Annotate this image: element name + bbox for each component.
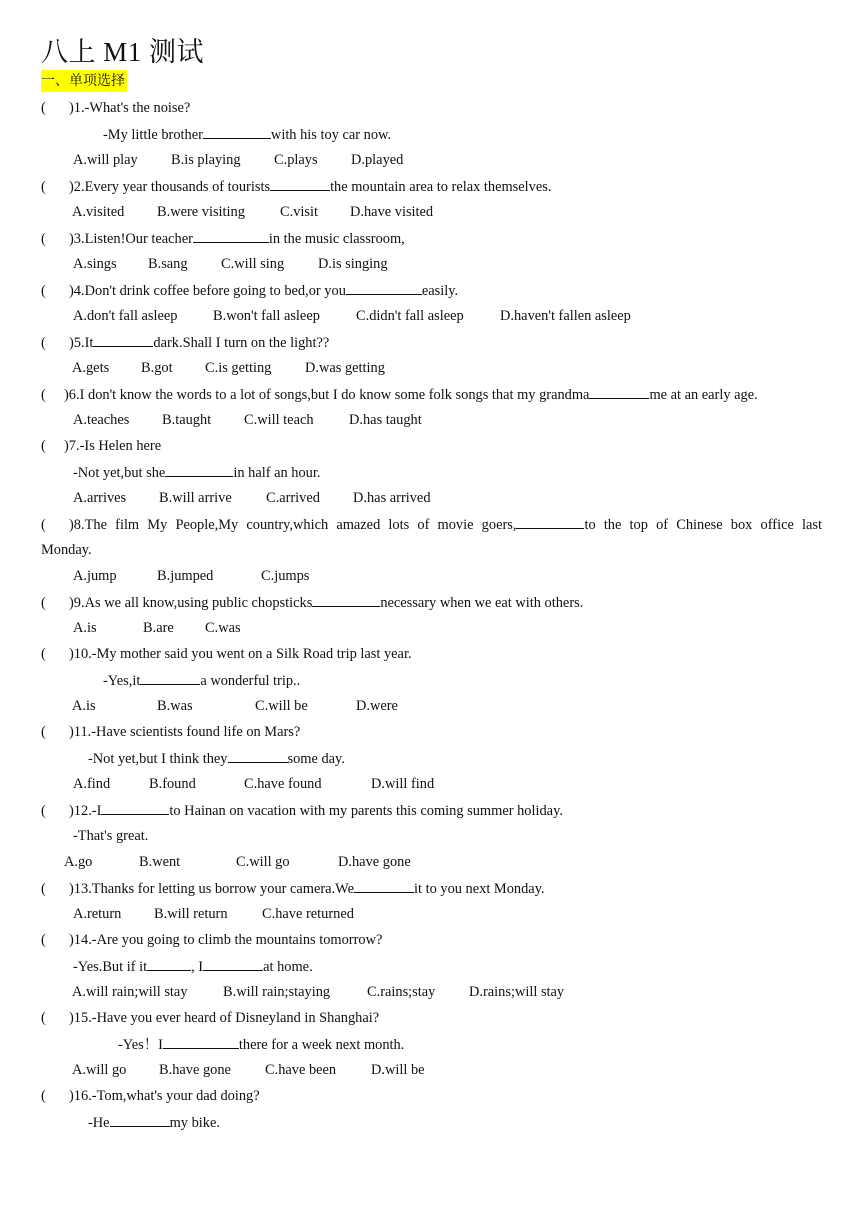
option: B.went bbox=[139, 854, 181, 870]
option: A.gets bbox=[72, 360, 110, 376]
question-1: ( )1.-What's the noise? bbox=[41, 100, 191, 116]
option: D.were bbox=[356, 698, 398, 714]
answer-paren[interactable]: ( bbox=[41, 724, 46, 740]
question-8: ( )8.The film My People,My country,which amazed lots of movie goers, to the top of Chinese box office last bbox=[41, 514, 822, 535]
option: B.found bbox=[149, 776, 196, 792]
option: A.is bbox=[72, 698, 96, 714]
option: D.have visited bbox=[350, 204, 434, 220]
answer-blank[interactable] bbox=[147, 956, 191, 971]
question-14-line2: -Yes.But if it , I at home. bbox=[73, 956, 313, 977]
answer-paren[interactable]: ( bbox=[41, 283, 46, 299]
option: A.teaches bbox=[73, 412, 130, 428]
option: C.plays bbox=[274, 152, 318, 168]
option: D.rains;will stay bbox=[469, 984, 565, 1000]
option: D.have gone bbox=[338, 854, 411, 870]
answer-blank[interactable] bbox=[203, 956, 263, 971]
answer-blank[interactable] bbox=[589, 384, 649, 399]
question-3: ( )3.Listen!Our teacher in the music classroom, bbox=[41, 228, 405, 249]
option: B.will return bbox=[154, 906, 228, 922]
question-6: ( )6.I don't know the words to a lot of songs,but I do know some folk songs that my grandma me at an early age. bbox=[41, 384, 758, 405]
answer-blank[interactable] bbox=[312, 592, 380, 607]
question-9: ( )9.As we all know,using public chopsticks necessary when we eat with others. bbox=[41, 592, 583, 613]
question-7-line2: -Not yet,but she in half an hour. bbox=[73, 462, 320, 483]
answer-paren[interactable]: ( bbox=[41, 803, 46, 819]
answer-blank[interactable] bbox=[101, 800, 169, 815]
option: C.will go bbox=[236, 854, 290, 870]
answer-blank[interactable] bbox=[140, 670, 200, 685]
question-2: ( )2.Every year thousands of tourists the mountain area to relax themselves. bbox=[41, 176, 551, 197]
option: A.is bbox=[73, 620, 97, 636]
answer-paren[interactable]: ( bbox=[41, 179, 46, 195]
answer-paren[interactable]: ( bbox=[41, 335, 46, 351]
answer-paren[interactable]: ( bbox=[41, 387, 46, 403]
option: C.have found bbox=[244, 776, 322, 792]
question-5: ( )5.It dark.Shall I turn on the light?? bbox=[41, 332, 329, 353]
question-8-line2: Monday. bbox=[41, 542, 92, 558]
option: A.return bbox=[73, 906, 122, 922]
answer-paren[interactable]: ( bbox=[41, 595, 46, 611]
answer-paren[interactable]: ( bbox=[41, 517, 46, 533]
option: B.are bbox=[143, 620, 174, 636]
option: D.is singing bbox=[318, 256, 388, 272]
question-16-line2: -He my bike. bbox=[88, 1112, 220, 1133]
answer-blank[interactable] bbox=[93, 332, 153, 347]
option: B.got bbox=[141, 360, 173, 376]
option: C.visit bbox=[280, 204, 318, 220]
option: C.have returned bbox=[262, 906, 354, 922]
option: C.will teach bbox=[244, 412, 314, 428]
option: B.were visiting bbox=[157, 204, 245, 220]
answer-paren[interactable]: ( bbox=[41, 1088, 46, 1104]
question-4: ( )4.Don't drink coffee before going to bed,or you easily. bbox=[41, 280, 458, 301]
question-16: ( )16.-Tom,what's your dad doing? bbox=[41, 1088, 260, 1104]
option: C.will be bbox=[255, 698, 308, 714]
option: A.will go bbox=[72, 1062, 127, 1078]
option: B.jumped bbox=[157, 568, 214, 584]
question-11: ( )11.-Have scientists found life on Mars? bbox=[41, 724, 301, 740]
question-7: ( )7.-Is Helen here bbox=[41, 438, 162, 454]
question-12: ( )12.-I to Hainan on vacation with my parents this coming summer holiday. bbox=[41, 800, 563, 821]
option: A.sings bbox=[73, 256, 117, 272]
option: D.was getting bbox=[305, 360, 385, 376]
option: A.jump bbox=[73, 568, 117, 584]
option: B.taught bbox=[162, 412, 212, 428]
question-12-line2: -That's great. bbox=[73, 828, 149, 844]
option: A.go bbox=[64, 854, 93, 870]
answer-blank[interactable] bbox=[193, 228, 269, 243]
answer-blank[interactable] bbox=[270, 176, 330, 191]
option: B.will arrive bbox=[159, 490, 232, 506]
answer-blank[interactable] bbox=[516, 514, 584, 529]
option: A.will rain;will stay bbox=[72, 984, 188, 1000]
answer-blank[interactable] bbox=[354, 878, 414, 893]
question-10-line2: -Yes,it a wonderful trip.. bbox=[103, 670, 300, 691]
answer-paren[interactable]: ( bbox=[41, 1010, 46, 1026]
option: C.arrived bbox=[266, 490, 320, 506]
option: A.visited bbox=[72, 204, 125, 220]
question-15: ( )15.-Have you ever heard of Disneyland in Shanghai? bbox=[41, 1010, 380, 1026]
option: A.find bbox=[73, 776, 111, 792]
option: C.jumps bbox=[261, 568, 310, 584]
answer-paren[interactable]: ( bbox=[41, 646, 46, 662]
option: B.have gone bbox=[159, 1062, 231, 1078]
answer-blank[interactable] bbox=[346, 280, 422, 295]
option: B.was bbox=[157, 698, 193, 714]
page-title: 八上 M1 测试 bbox=[41, 37, 205, 67]
option: B.will rain;staying bbox=[223, 984, 331, 1000]
answer-blank[interactable] bbox=[165, 462, 233, 477]
question-14: ( )14.-Are you going to climb the mountains tomorrow? bbox=[41, 932, 383, 948]
answer-blank[interactable] bbox=[203, 124, 271, 139]
option: D.played bbox=[351, 152, 404, 168]
option: B.is playing bbox=[171, 152, 241, 168]
option: D.has arrived bbox=[353, 490, 431, 506]
option: A.don't fall asleep bbox=[73, 308, 178, 324]
option: C.didn't fall asleep bbox=[356, 308, 464, 324]
answer-blank[interactable] bbox=[110, 1112, 170, 1127]
question-15-line2: -Yes！I there for a week next month. bbox=[118, 1034, 404, 1055]
option: D.will find bbox=[371, 776, 435, 792]
option: C.is getting bbox=[205, 360, 272, 376]
option: A.arrives bbox=[73, 490, 127, 506]
option: B.sang bbox=[148, 256, 188, 272]
question-13: ( )13.Thanks for letting us borrow your camera.We it to you next Monday. bbox=[41, 878, 545, 899]
question-11-line2: -Not yet,but I think they some day. bbox=[88, 748, 345, 769]
answer-paren[interactable]: ( bbox=[41, 231, 46, 247]
answer-paren[interactable]: ( bbox=[41, 100, 46, 116]
option: B.won't fall asleep bbox=[213, 308, 320, 324]
option: D.haven't fallen asleep bbox=[500, 308, 631, 324]
option: D.will be bbox=[371, 1062, 425, 1078]
answer-paren[interactable]: ( bbox=[41, 881, 46, 897]
section-heading: 一、单项选择 bbox=[41, 70, 127, 92]
option: C.was bbox=[205, 620, 241, 636]
answer-paren[interactable]: ( bbox=[41, 932, 46, 948]
answer-blank[interactable] bbox=[163, 1034, 239, 1049]
answer-blank[interactable] bbox=[228, 748, 288, 763]
answer-paren[interactable]: ( bbox=[41, 438, 46, 454]
option: C.will sing bbox=[221, 256, 285, 272]
question-10: ( )10.-My mother said you went on a Silk Road trip last year. bbox=[41, 646, 412, 662]
option: D.has taught bbox=[349, 412, 422, 428]
option: A.will play bbox=[73, 152, 138, 168]
option: C.have been bbox=[265, 1062, 337, 1078]
question-1-line2: -My little brother with his toy car now. bbox=[103, 124, 391, 145]
option: C.rains;stay bbox=[367, 984, 436, 1000]
